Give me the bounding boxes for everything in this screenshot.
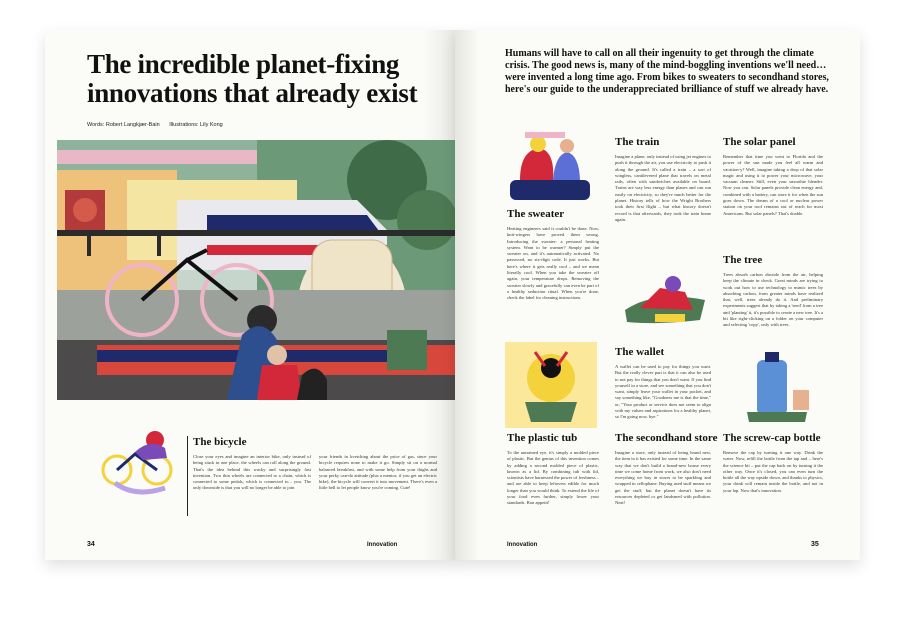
headline: The incredible planet-fixing innovations that already exist: [87, 49, 418, 108]
train-passengers-illustration: [505, 130, 593, 205]
sweater-body: Heating engineers said it couldn't be done. Now, knit-wingers have proved them wrong. Introducing the sweater: a personal heating system. Want to be warmer? Simply put the sweater on, and it's automatically activated. No password, no six-digit code. It just works. But here's where it gets really cool – and we mean literally cool. When you take the sweater off again, your temperature drops. Removing the sweater slowly and gracefully can even be part of a healthy seduction ritual. When you're done, check the label for cleaning instructions.: [507, 226, 599, 301]
plastic-tub-body: To the untrained eye, it's simply a molded piece of plastic. But the genius of this invention comes by adding a second molded piece of plastic, known as a lid. By combining tub with lid, scientists have harnessed the power of freshness... and are able to keep leftovers edible for much longer than you would think. To extend the life of your food even further, simply lower your standards. Bon appetit!: [507, 450, 599, 506]
page-number-left: 34: [87, 541, 95, 548]
screw-cap-bottle-body: Remove the cap by turning it one way. Drink the water. Now, refill the bottle from the tap and – here's the science bit – put the cap back on by turning it the other way. Once it's closed, you can even turn the bottle all the way upside down, and thanks to physics, your drink will remain inside the bottle, and not in your lap. Now that's innovation.: [723, 450, 823, 493]
right-page: [455, 30, 860, 560]
bicycle-rider-illustration: [95, 428, 187, 498]
city-street-illustration: [57, 140, 455, 400]
sweater-illustration: [615, 270, 711, 330]
page-number-right: 35: [811, 541, 819, 548]
intro-text: Humans will have to call on all their ingenuity to get through the climate crisis. The good news is, many of the mind-boggling inventions we'll need… were invented a long time ago. From bikes to sweaters to secondhand stores, here's our guide to the underappreciated brilliance of stuff we already have.: [505, 48, 829, 95]
credits: [87, 122, 231, 128]
tree-body: Trees absorb carbon dioxide from the air, helping keep the climate in check. Great minds are trying to work out how to use technology to mimic trees by absorbing carbon, from greater minds have realized that, well, trees already do it. And preliminary experiments suggest that by taking a 'seed' from a tree and 'planting' it, it's possible to create a new tree. It's a bit like right-clicking on a folder on your computer and selecting 'copy', only with trees.: [723, 272, 823, 328]
plastic-tub-title: The plastic tub: [507, 432, 578, 444]
train-body: Imagine a plane, only instead of using jet engines to push it through the air, you use electricity to push it along the ground. It's called a train – a sort of wingless, cantilevered plane that travels on metal rails, often with sandwiches available on board. Trains are way less energy than planes and can run easily on electricity, so they're much better for the planet. History tells of how the Wright Brothers took their first flight – but what history doesn't record is that afterwards, they took the train home again.: [615, 154, 711, 222]
section-label-right: Innovation: [507, 542, 538, 548]
bicycle-body-col2: your friends in kvetching about the price of gas, since your bicycle requires none to make it go. Simply sit on a normal balanced breakfast, and with some help from your thighs and your perky can-do attitude (plus a mentor, if you get an electric bike), the bicycle will convert it into movement. There's even a little bell to let people know you're coming. Cute!: [319, 454, 437, 491]
solar-panel-title: The solar panel: [723, 136, 796, 148]
screw-cap-bottle-title: The screw-cap bottle: [723, 432, 821, 444]
train-title: The train: [615, 136, 660, 148]
writer-credit: Words: Robert Langkjær-Bain: [87, 122, 160, 128]
section-label-left: Innovation: [367, 542, 398, 548]
wallet-illustration: [505, 342, 597, 428]
sweater-title: The sweater: [507, 208, 565, 220]
illustrator-credit: Illustrations: Lily Kong: [169, 122, 223, 128]
solar-panel-body: Remember that time you went to Florida and the power of the sun made you feel all warm and vacation-y? Well, imagine taking a drop of that solar magic and using it to power your microwave, your vacuum cleaner. Still, even your smoothie blender. Now you can. Solar panels provide clean energy and, combined with a battery, can store it for when the sun goes down. The dream of a cool or nuclear power station on your roof remains out of reach for most Americans. But solar panels? That's doable.: [723, 154, 823, 216]
bicycle-title: The bicycle: [193, 436, 247, 448]
bicycle-divider: [187, 436, 188, 516]
secondhand-store-title: The secondhand store: [615, 432, 718, 444]
secondhand-store-body: Imagine a store, only instead of being brand new, the item in it has existed for some time. In the same way that we don't build a brand-new house every time we come home from work, we also don't need everything we buy in stores to be sparkling and wrapped in cellophane. Buying used stuff means we get the stuff, but the planet doesn't have its resources depleted or get landsmed with pollution. Neat!: [615, 450, 711, 506]
water-bottle-illustration: [727, 350, 823, 430]
left-page: [45, 30, 456, 560]
tree-title: The tree: [723, 254, 763, 266]
bicycle-body-col1: Close your eyes and imagine an interior bike, only instead of being stuck in one place, the wheels can roll along the ground. That's the idea behind this wacky and surprisingly fast invention. Two thin wheels are connected to a chain, which is connected to some pedals, which is connected to... you. The only downside is that you will no longer be able to join: [193, 454, 311, 491]
wallet-title: The wallet: [615, 346, 665, 358]
wallet-body: A wallet can be used to pay for things you want. But the really clever part is that it can also be used to not pay for things that you don't want. If you find yourself in a store, and see something that you don't want, simply leave your wallet in your pocket, and say something like, "Goodness me is that the time," or, "Your product or service does not seem to align with my values and aspirations for a healthy planet, so I'm going now, bye.": [615, 364, 711, 420]
